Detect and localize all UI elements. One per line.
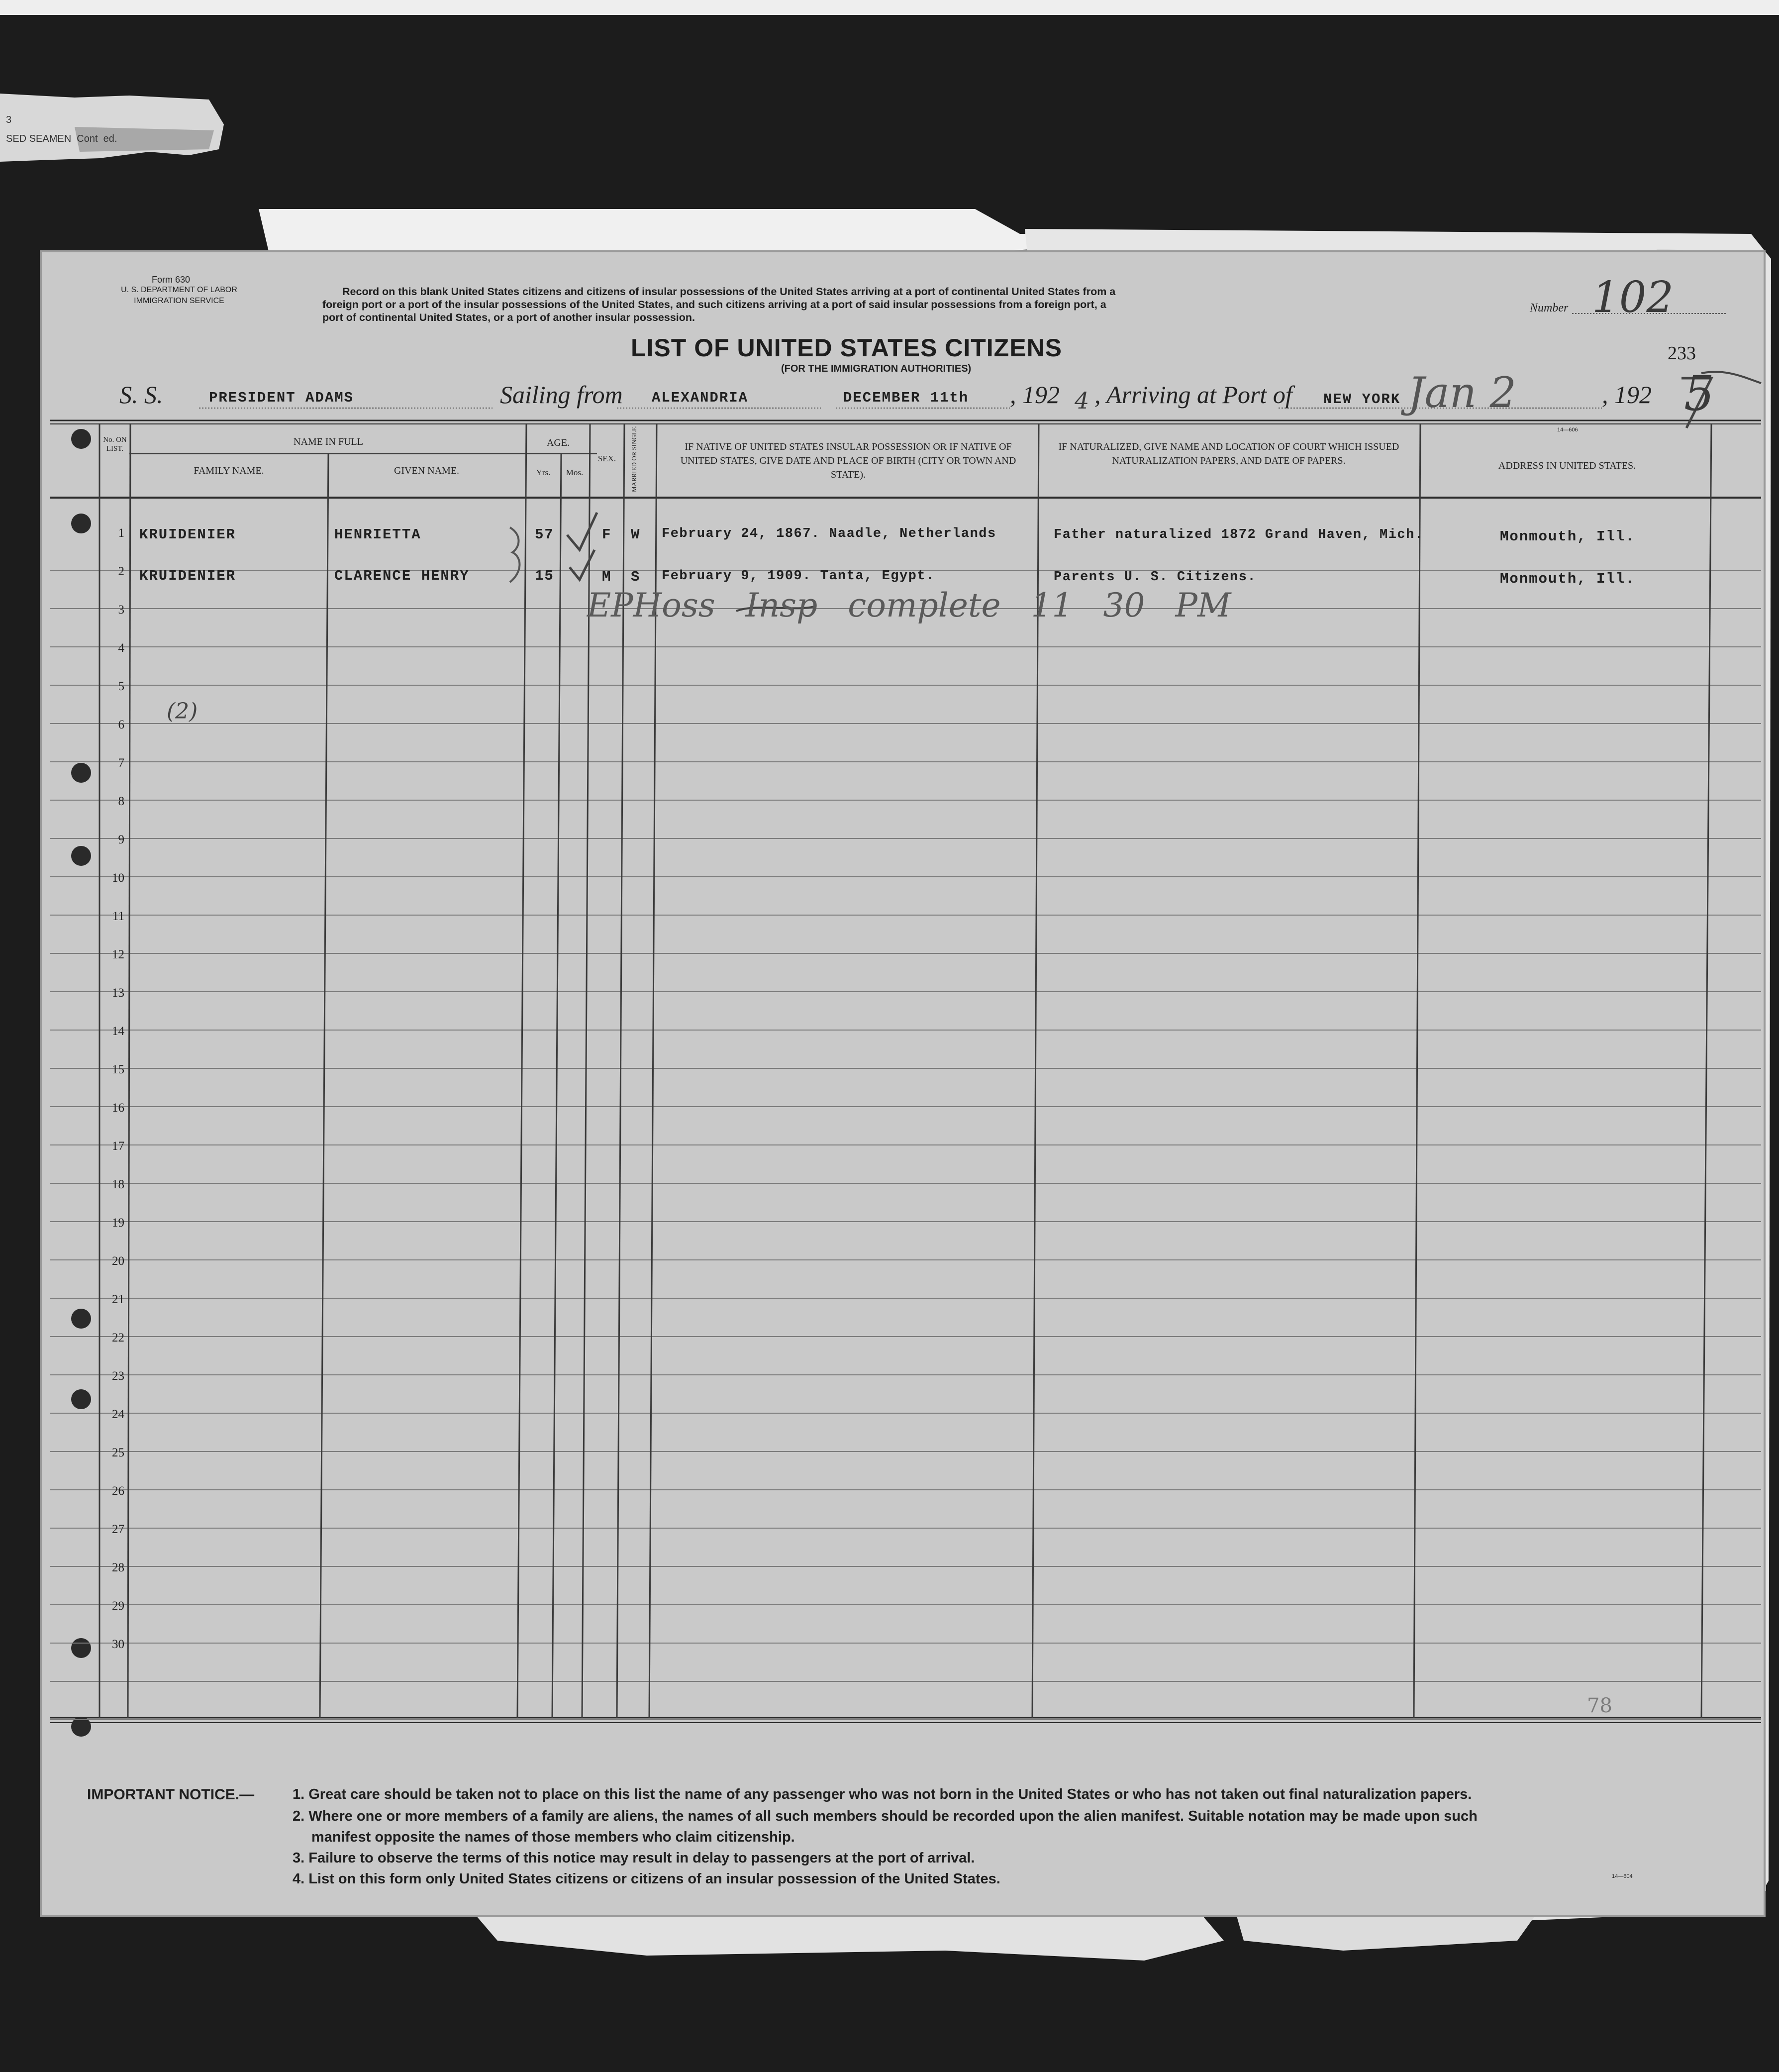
row-number: 24 (112, 1408, 124, 1421)
arrival-date: Jan 2 (1408, 368, 1516, 417)
col-header-address: ADDRESS IN UNITED STATES. (1498, 460, 1636, 471)
col-header-given: GIVEN NAME. (394, 465, 460, 476)
form-title: LIST OF UNITED STATES CITIZENS (631, 334, 1063, 362)
row-number: 25 (112, 1446, 124, 1459)
row-number: 28 (112, 1561, 124, 1574)
form-subtitle: (FOR THE IMMIGRATION AUTHORITIES) (781, 363, 972, 374)
entry-given-name: CLARENCE HENRY (334, 568, 470, 584)
tab-label: 3 SED SEAMEN Cont ed. (6, 114, 117, 144)
service-label: IMMIGRATION SERVICE (134, 297, 224, 305)
entry-marital-status: W (631, 526, 641, 543)
entry-sex: M (602, 569, 612, 585)
sailing-date: DECEMBER 11th (843, 390, 969, 406)
row-number: 20 (112, 1254, 124, 1268)
row-number: 4 (118, 641, 124, 655)
notice-item-2: 2. Where one or more members of a family are aliens, the names of all such members should be recorded upon the alien manifest. Suitable notation may be made upon such (293, 1808, 1478, 1824)
ss-label: S. S. (119, 381, 163, 409)
passenger-count: (2) (167, 699, 198, 724)
col-header-sex: SEX. (597, 454, 616, 463)
department-label: U. S. DEPARTMENT OF LABOR (121, 286, 237, 294)
entry-address: Monmouth, Ill. (1500, 528, 1635, 545)
notice-heading: IMPORTANT NOTICE.— (87, 1786, 255, 1803)
entry-age-years: 15 (535, 568, 554, 584)
year-1-digit: 4 (1075, 387, 1089, 414)
row-number: 10 (112, 871, 124, 885)
row-number: 26 (112, 1484, 124, 1498)
notice-item-3: 3. Failure to observe the terms of this notice may result in delay to passengers at the port of arrival. (293, 1850, 975, 1866)
number-label: Number (1530, 302, 1569, 314)
col-header-age: AGE. (546, 437, 570, 448)
col-header-naturalized: IF NATURALIZED, GIVE NAME AND LOCATION OF COURT WHICH ISSUED NATURALIZATION PAPERS, AND DATE OF PAPERS. (1058, 441, 1399, 466)
row-number: 14 (112, 1025, 124, 1038)
col-header-no: No. ON LIST. (103, 436, 127, 453)
arriving-label: , Arriving at Port of (1094, 381, 1292, 409)
year-1-prefix: , 192 (1010, 381, 1060, 409)
instructions-line-3: port of continental United States, or a port of another insular possession. (322, 311, 695, 323)
col-header-family: FAMILY NAME. (194, 465, 264, 476)
entry-address: Monmouth, Ill. (1500, 571, 1635, 587)
row-number: 17 (112, 1140, 124, 1153)
row-number: 21 (112, 1293, 124, 1306)
entry-birth: February 24, 1867. Naadle, Netherlands (662, 526, 996, 541)
row-number: 9 (118, 833, 124, 846)
arrival-port: NEW YORK (1323, 391, 1401, 408)
row-number: 29 (112, 1599, 124, 1613)
row-number: 13 (112, 986, 124, 1000)
instructions-line-2: foreign port or a port of the insular possessions of the United States, and such citizens arriving at a port of said insular possessions from a foreign port, a (322, 299, 1106, 311)
row-number: 27 (112, 1523, 124, 1536)
row-number: 16 (112, 1101, 124, 1115)
form-code-bottom: 14—604 (1612, 1873, 1633, 1879)
row-number: 2 (118, 565, 124, 578)
row-number: 8 (118, 795, 124, 808)
row-number: 30 (112, 1638, 124, 1651)
entry-age-years: 57 (535, 526, 554, 543)
ship-name: PRESIDENT ADAMS (209, 390, 354, 406)
instructions-line-1: Record on this blank United States citizens and citizens of insular possessions of the United States arriving at a port of continental United States from a (342, 286, 1116, 298)
row-number: 23 (112, 1369, 124, 1383)
form-number-label: Form 630 (152, 275, 191, 285)
entry-birth: February 9, 1909. Tanta, Egypt. (662, 569, 935, 584)
year-2-prefix: , 192 (1602, 381, 1652, 409)
row-number: 15 (112, 1063, 124, 1076)
row-number: 12 (112, 948, 124, 961)
notice-item-4: 4. List on this form only United States citizens or citizens of an insular possession of the United States. (293, 1871, 1000, 1887)
col-header-native: IF NATIVE OF UNITED STATES INSULAR POSSESSION OR IF NATIVE OF UNITED STATES, GIVE DATE AND PLACE OF BIRTH (CITY OR TOWN AND STATE). (680, 441, 1016, 480)
col-header-name-in-full: NAME IN FULL (294, 436, 363, 447)
row-number: 19 (112, 1216, 124, 1230)
row-number: 1 (118, 526, 124, 540)
col-header-married: MARRIED OR SINGLE. (630, 425, 638, 492)
year-2-digit: 5 (1684, 366, 1715, 421)
list-number: 102 (1592, 273, 1674, 322)
sailing-from: ALEXANDRIA (652, 390, 749, 406)
row-number: 3 (118, 603, 124, 617)
notice-item-1: 1. Great care should be taken not to place on this list the name of any passenger who was not born in the United States or who has not taken out final naturalization papers. (293, 1786, 1472, 1802)
entry-marital-status: S (631, 569, 641, 585)
col-header-mos: Mos. (566, 468, 584, 477)
entry-family-name: KRUIDENIER (139, 526, 236, 543)
row-number: 7 (118, 756, 124, 770)
form-code-top: 14—606 (1557, 427, 1578, 433)
row-number: 18 (112, 1178, 124, 1191)
row-number: 22 (112, 1331, 124, 1345)
notice-item-2-cont: manifest opposite the names of those members who claim citizenship. (311, 1829, 795, 1845)
entry-given-name: HENRIETTA (334, 526, 421, 543)
sailing-label: Sailing from (500, 381, 623, 409)
entry-naturalized: Parents U. S. Citizens. (1054, 570, 1257, 585)
inspection-note: EPHoss Insp complete 11 30 PM (587, 586, 1231, 624)
entry-family-name: KRUIDENIER (139, 568, 236, 584)
row-number: 11 (112, 910, 124, 923)
entry-sex: F (602, 526, 612, 543)
col-header-yrs: Yrs. (536, 468, 551, 477)
page-number: 233 (1668, 343, 1696, 364)
row-number: 6 (118, 718, 124, 731)
row-number: 5 (118, 680, 124, 693)
bottom-number: 78 (1587, 1694, 1612, 1717)
entry-naturalized: Father naturalized 1872 Grand Haven, Mich. (1054, 527, 1424, 542)
